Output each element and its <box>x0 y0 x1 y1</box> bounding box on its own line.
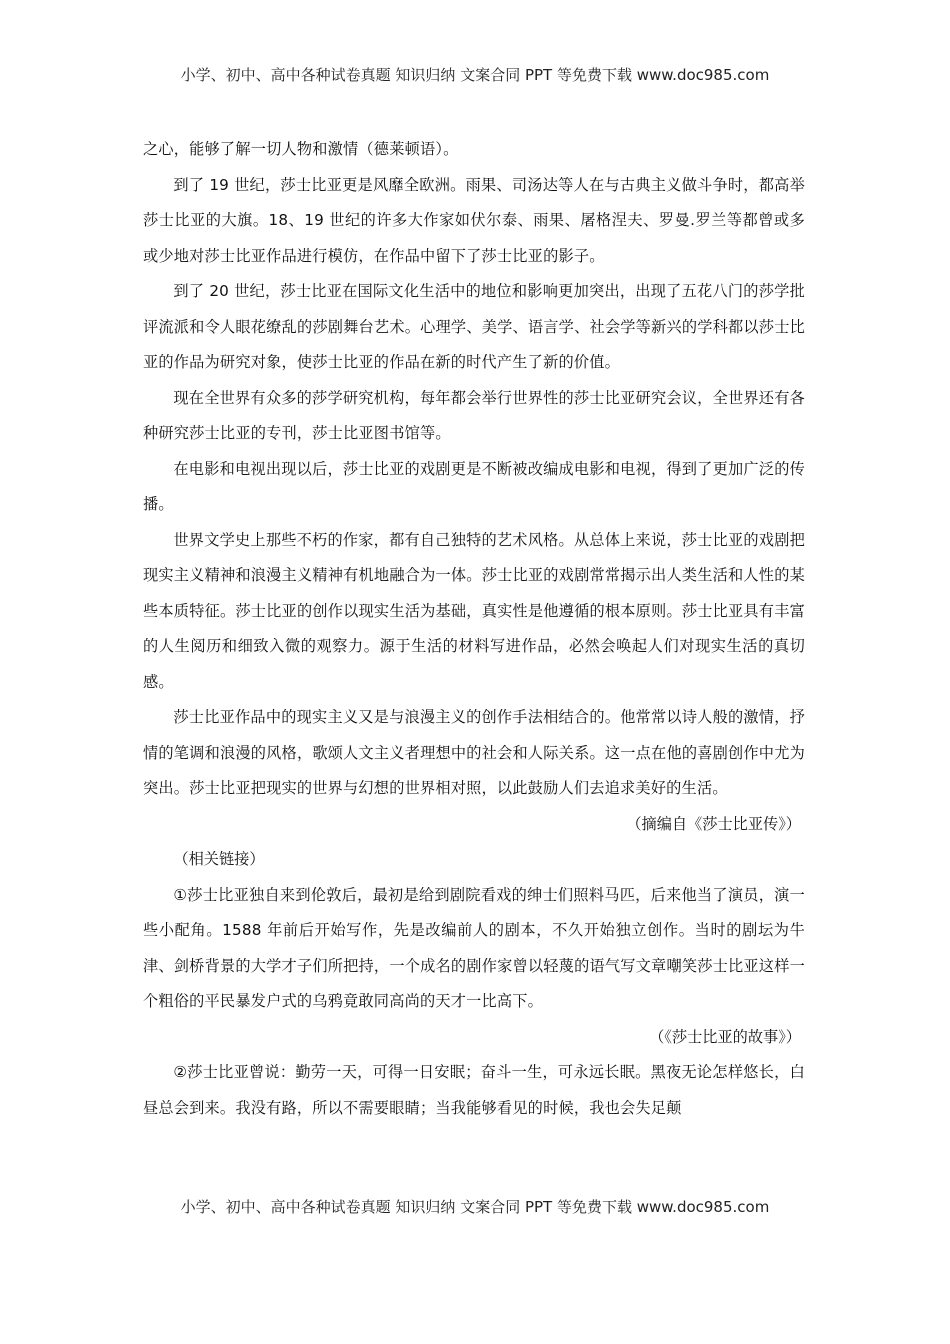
related-link-2: ②莎士比亚曾说：勤劳一天，可得一日安眠；奋斗一生，可永远长眠。黑夜无论怎样悠长，白昼总会到来。我没有路，所以不需要眼睛；当我能够看见的时候，我也会失足颠 <box>143 1063 805 1117</box>
paragraph-continuation: 之心，能够了解一切人物和激情（德莱顿语）。 <box>143 140 459 158</box>
page-header: 小学、初中、高中各种试卷真题 知识归纳 文案合同 PPT 等免费下载 www.doc985.com <box>180 66 770 84</box>
paragraph-film-tv: 在电影和电视出现以后，莎士比亚的戏剧更是不断被改编成电影和电视，得到了更加广泛的传播。 <box>143 459 805 513</box>
page-footer: 小学、初中、高中各种试卷真题 知识归纳 文案合同 PPT 等免费下载 www.doc985.com <box>180 1198 770 1216</box>
source-citation-story: （《莎士比亚的故事》） <box>649 1027 801 1046</box>
paragraph-20th-century: 到了 20 世纪，莎士比亚在国际文化生活中的地位和影响更加突出，出现了五花八门的莎学批评流派和令人眼花缭乱的莎剧舞台艺术。心理学、美学、语言学、社会学等新兴的学科都以莎士比亚的作品为研究对象，使莎士比亚的作品在新的时代产生了新的价值。 <box>143 282 805 371</box>
document-body <box>143 132 805 1126</box>
source-citation-biography: （摘编自《莎士比亚传》） <box>626 814 801 833</box>
paragraph-19th-century: 到了 19 世纪，莎士比亚更是风靡全欧洲。雨果、司汤达等人在与古典主义做斗争时，都高举莎士比亚的大旗。18、19 世纪的许多大作家如伏尔泰、雨果、屠格涅夫、罗曼.罗兰等都曾或多或少地对莎士比亚作品进行模仿，在作品中留下了莎士比亚的影子。 <box>143 175 805 265</box>
paragraph-romanticism: 莎士比亚作品中的现实主义又是与浪漫主义的创作手法相结合的。他常常以诗人般的激情，抒情的笔调和浪漫的风格，歌颂人文主义者理想中的社会和人际关系。这一点在他的喜剧创作中尤为突出。莎士比亚把现实的世界与幻想的世界相对照，以此鼓励人们去追求美好的生活。 <box>143 708 805 797</box>
related-links-label: （相关链接） <box>173 850 265 868</box>
paragraph-research-institutions: 现在全世界有众多的莎学研究机构，每年都会举行世界性的莎士比亚研究会议，全世界还有各种研究莎士比亚的专刊，莎士比亚图书馆等。 <box>143 388 805 442</box>
related-link-1: ①莎士比亚独自来到伦敦后，最初是给到剧院看戏的绅士们照料马匹，后来他当了演员，演一些小配角。1588 年前后开始写作，先是改编前人的剧本，不久开始独立创作。当时的剧坛为牛津、剑桥背景的大学才子们所把持，一个成名的剧作家曾以轻蔑的语气写文章嘲笑莎士比亚这样一个粗俗的平民暴发户式的乌鸦竟敢同高尚的天才一比高下。 <box>143 885 805 1010</box>
paragraph-artistic-style: 世界文学史上那些不朽的作家，都有自己独特的艺术风格。从总体上来说，莎士比亚的戏剧把现实主义精神和浪漫主义精神有机地融合为一体。莎士比亚的戏剧常常揭示出人类生活和人性的某些本质特征。莎士比亚的创作以现实生活为基础，真实性是他遵循的根本原则。莎士比亚具有丰富的人生阅历和细致入微的观察力。源于生活的材料写进作品，必然会唤起人们对现实生活的真切感。 <box>143 530 805 691</box>
